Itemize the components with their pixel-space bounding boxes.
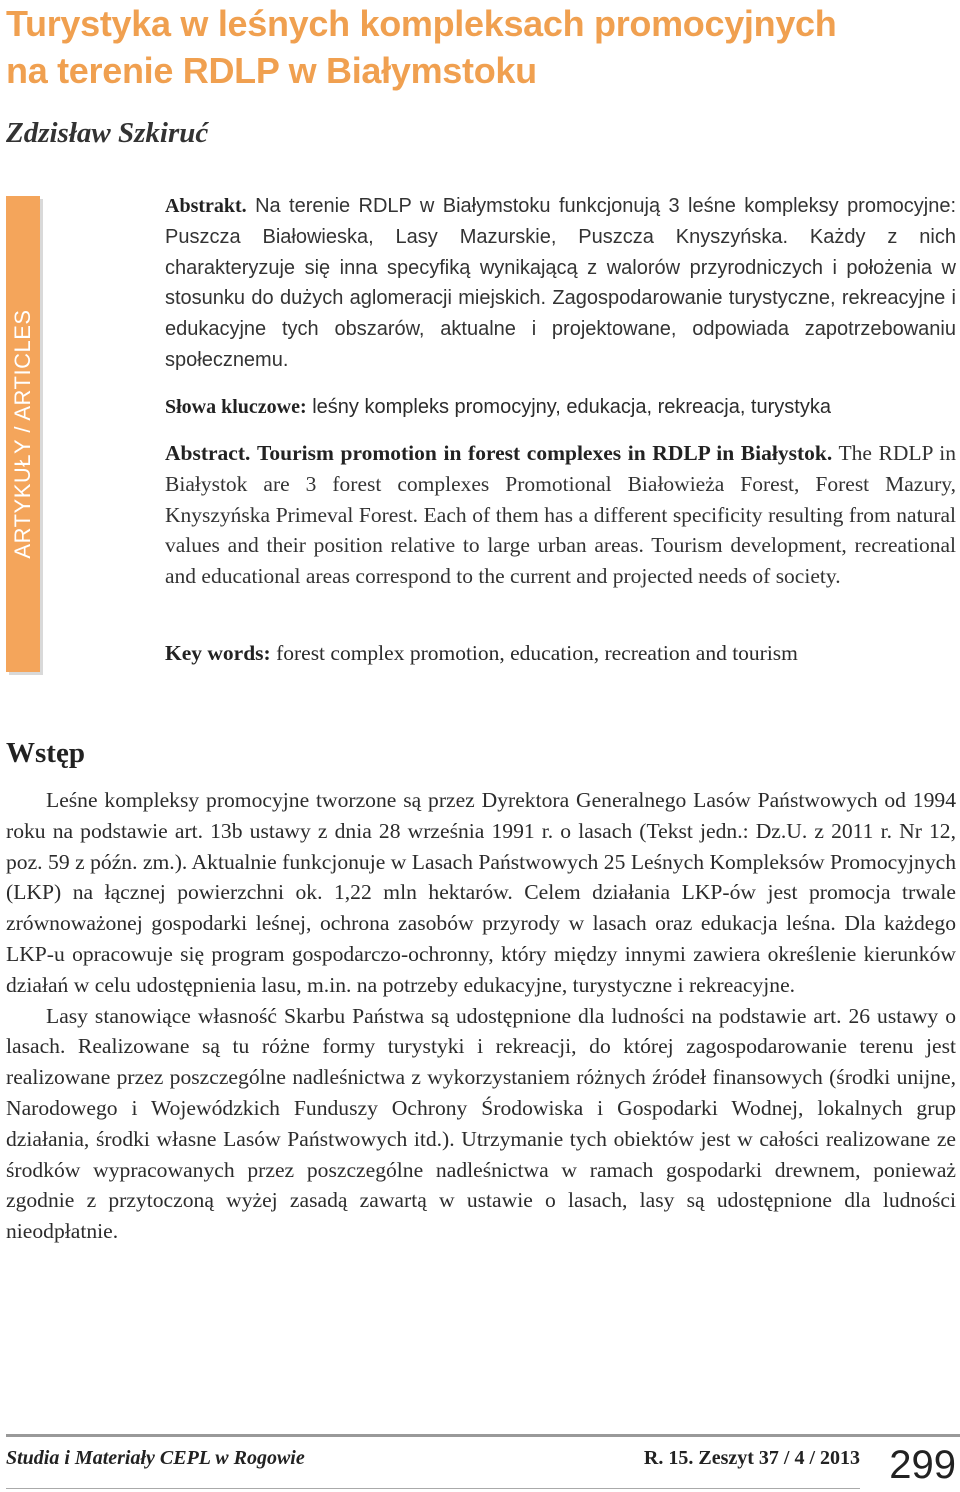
side-tab-label: ARTYKUŁY / ARTICLES <box>10 309 35 559</box>
keywords-polish-label: Słowa kluczowe: <box>165 396 307 418</box>
abstract-polish <box>165 191 956 376</box>
abstract-english-title: Tourism promotion in forest complexes in RDLP in Białystok. <box>257 441 833 465</box>
footer-issue: R. 15. Zeszyt 37 / 4 / 2013 <box>643 1447 860 1469</box>
footer-journal-name: Studia i Materiały CEPL w Rogowie <box>6 1447 305 1469</box>
article-title-line-1: Turystyka w leśnych kompleksach promocyjnych <box>6 3 837 44</box>
abstract-english-paragraph <box>165 438 956 592</box>
keywords-english-label: Key words: <box>165 641 271 665</box>
article-title <box>6 0 946 94</box>
abstract-polish-label: Abstrakt. <box>165 195 247 217</box>
abstract-polish-text: Na terenie RDLP w Białymstoku funkcjonują 3 leśne kompleksy promocyjne: Puszcza Białowieska, Lasy Mazurskie, Puszcza Knyszyńska. Każdy z nich charakteryzuje się inna specyfiką wynikającą z walorów przyrodniczych i położenia w stosunku do dużych aglomeracji miejskich. Zagospodarowanie turystyczne, rekreacyjne i edukacyjne tych obszarów, aktualne i projektowane, odpowiada zapotrzebowaniu społecznemu. <box>165 195 956 371</box>
page-number: 299 <box>889 1443 956 1487</box>
abstract-english <box>165 438 956 592</box>
article-title-line-2: na terenie RDLP w Białymstoku <box>6 50 537 91</box>
keywords-english <box>165 638 956 668</box>
author-name: Zdzisław Szkiruć <box>6 117 209 149</box>
body-paragraph-2: Lasy stanowiące własność Skarbu Państwa są udostępnione dla ludności na podstawie art. 26 ustawy o lasach. Realizowane są tu różne formy turystyki i rekreacji, do której zagospodarowanie terenu jest realizowane przez poszczególne nadleśnictwa z wykorzystaniem różnych źródeł finansowych (środki unijne, Narodowego i Wojewódzkich Funduszy Ochrony Środowiska i Gospodarki Wodnej, lokalnych grup działania, środki własne Lasów Państwowych itd.). Utrzymanie tych obiektów jest w całości realizowane ze środków wypracowanych przez poszczególne nadleśnictwa w ramach gospodarki drewnem, ponieważ zgodnie z przytoczoną wyżej zasadą zawartą w ustawie o lasach, lasy są udostępnione dla ludności nieodpłatnie. <box>6 1003 956 1244</box>
footer-divider <box>6 1434 960 1437</box>
section-heading: Wstęp <box>6 737 85 769</box>
abstract-english-label: Abstract. <box>165 441 251 465</box>
section-body <box>6 785 956 1247</box>
keywords-polish <box>165 393 956 421</box>
keywords-english-text: forest complex promotion, education, recreation and tourism <box>276 641 798 665</box>
body-paragraph-1: Leśne kompleksy promocyjne tworzone są przez Dyrektora Generalnego Lasów Państwowych od 1994 roku na podstawie art. 13b ustawy z dnia 28 września 1991 r. o lasach (Tekst jedn.: Dz.U. z 2011 r. Nr 12, poz. 59 z późn. zm.). Aktualnie funkcjonuje w Lasach Państwowych 25 Leśnych Kompleksów Promocyjnych (LKP) na łącznej powierzchni ok. 1,22 mln hektarów. Celem działania LKP-ów jest promocja trwale zrównoważonej gospodarki leśnej, ochrona zasobów przyrody w lasach oraz edukacja leśna. Dla każdego LKP-u opracowuje się program gospodarczo-ochronny, który między innymi zawiera określenie kierunków działań w celu udostępnienia lasu, m.in. na potrzeby edukacyjne, turystyczne i rekreacyjne. <box>6 788 956 997</box>
footer-underline <box>6 1488 860 1489</box>
section-side-tab <box>6 196 40 672</box>
keywords-polish-text: leśny kompleks promocyjny, edukacja, rekreacja, turystyka <box>312 396 831 418</box>
abstract-english-text: The RDLP in Białystok are 3 forest complexes Promotional Białowieża Forest, Forest Mazury, Knyszyńska Primeval Forest. Each of them has a different specificity resulting from natural values and their position relative to large urban areas. Tourism development, recreational and educational areas correspond to the current and projected needs of society. <box>165 441 956 589</box>
abstract-polish-paragraph <box>165 191 956 376</box>
